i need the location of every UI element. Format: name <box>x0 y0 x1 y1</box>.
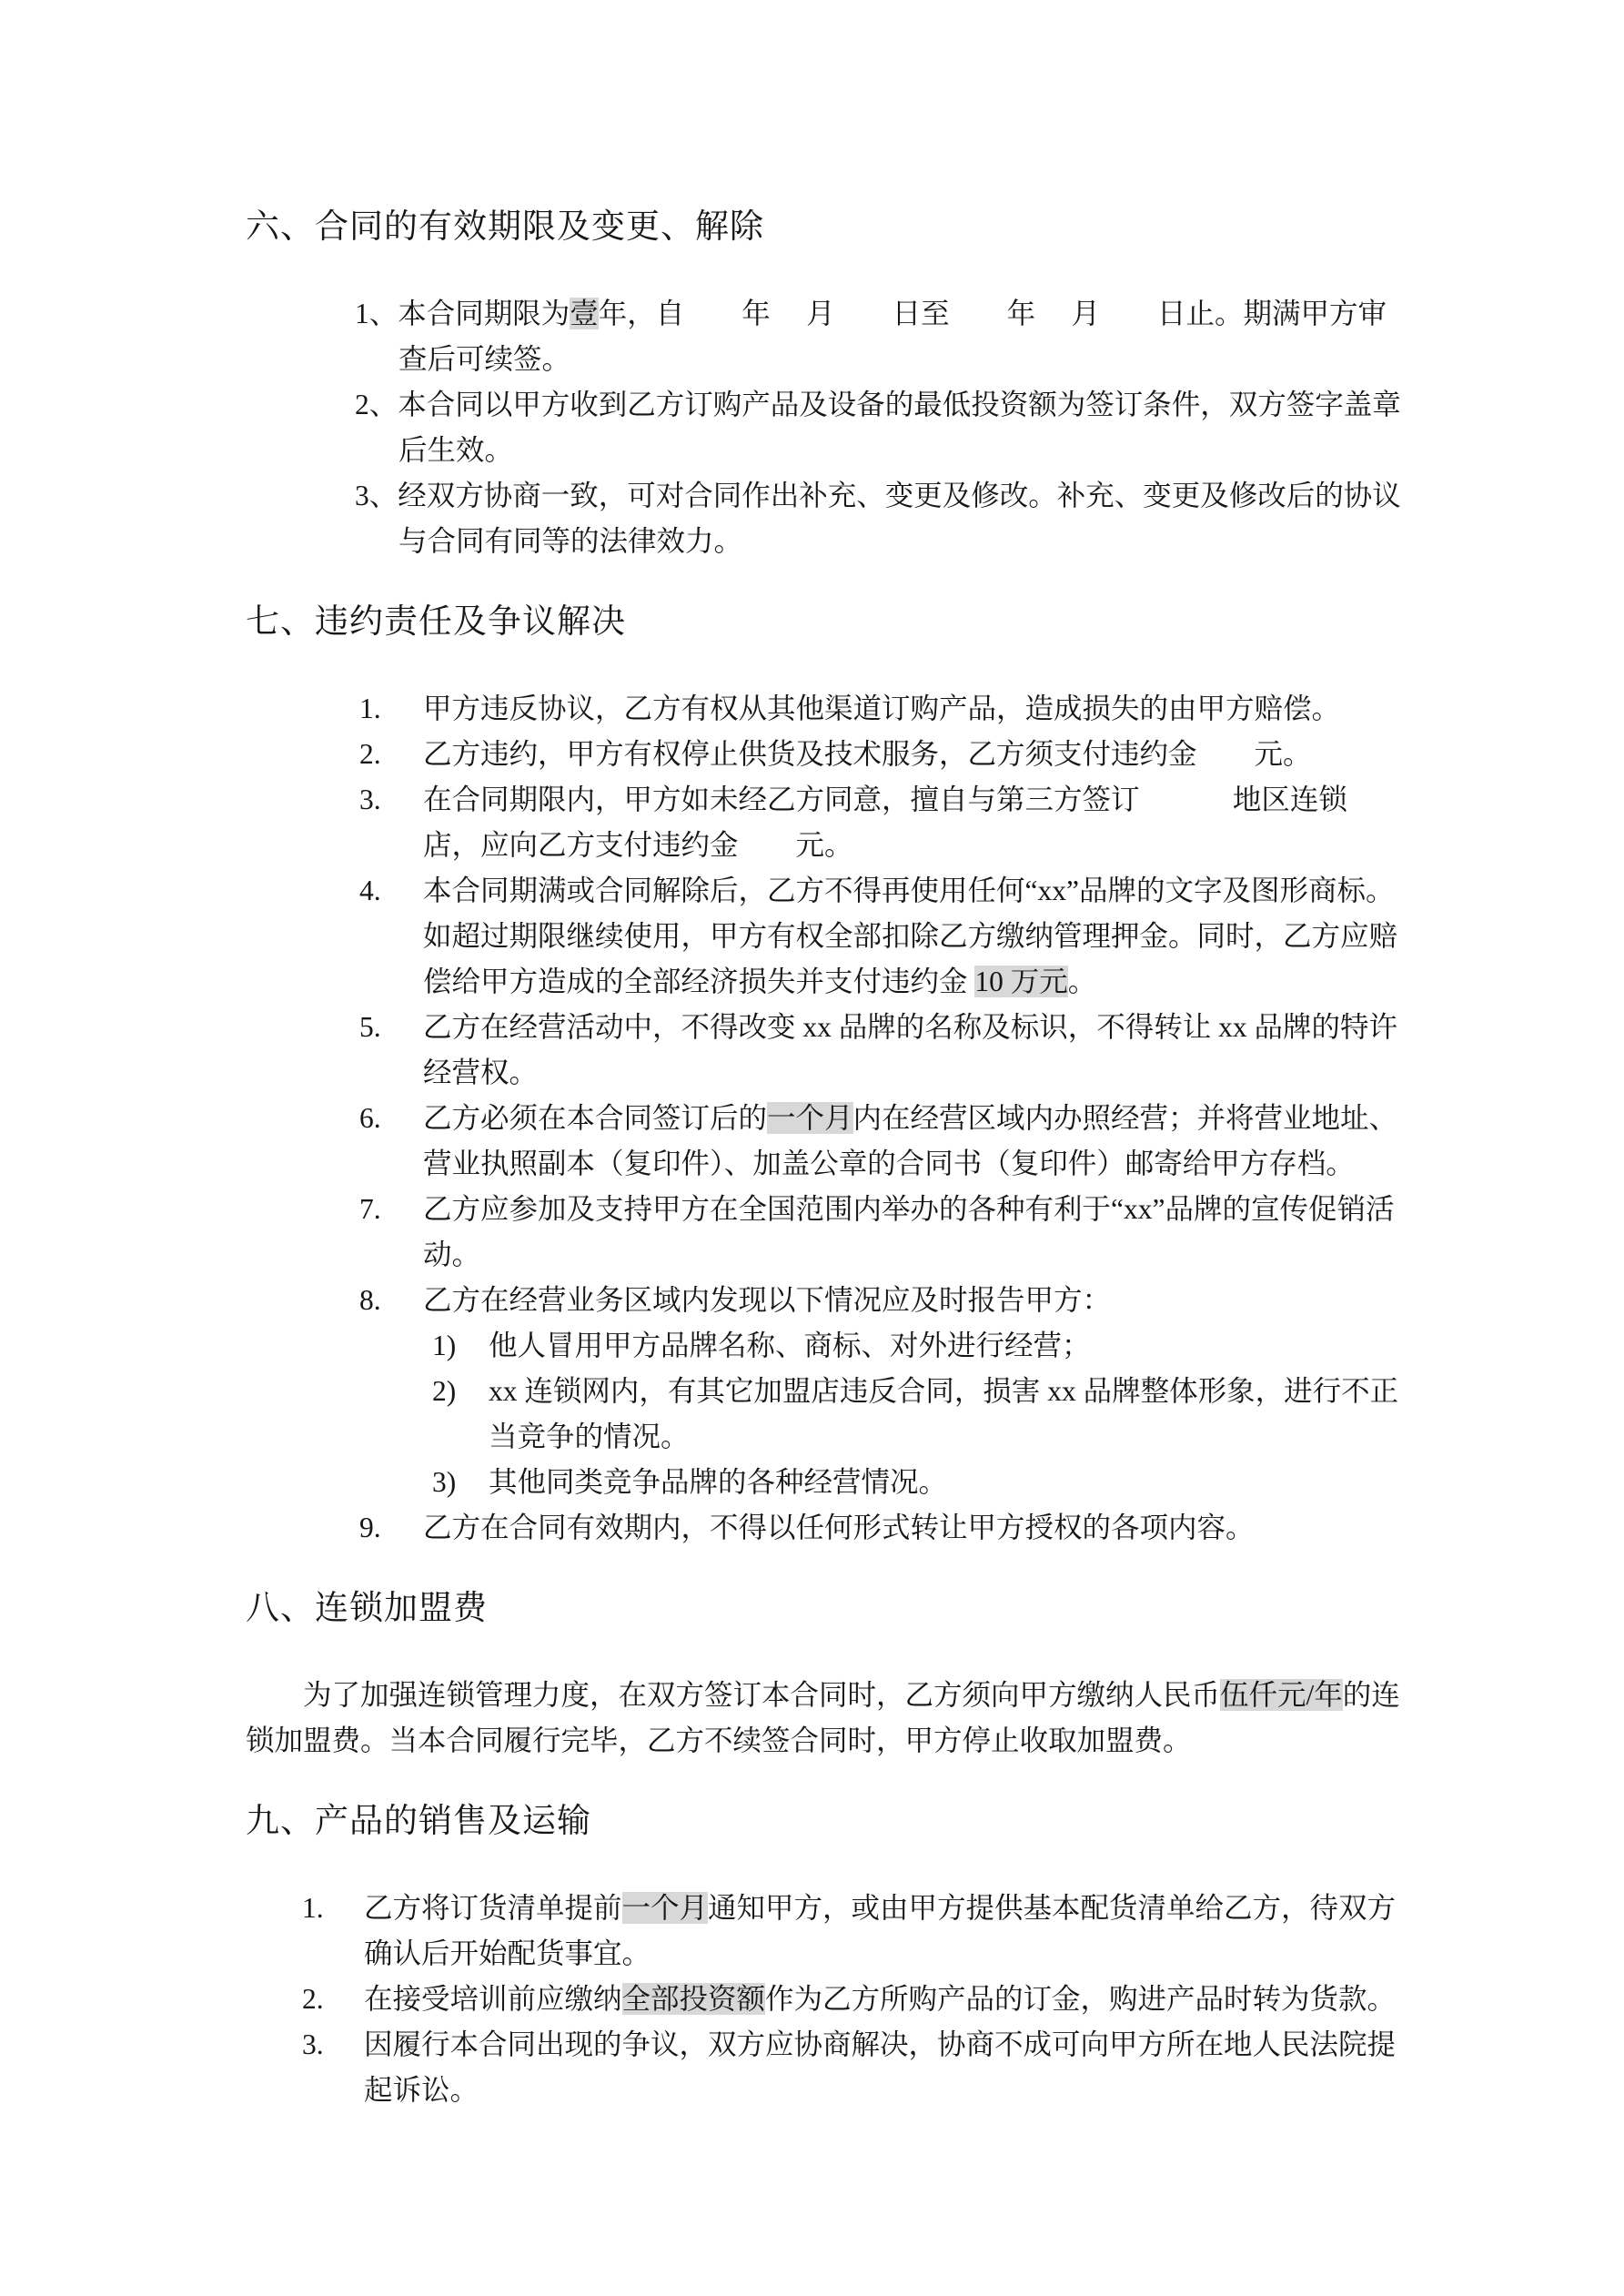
section-heading: 六、合同的有效期限及变更、解除 <box>246 208 764 246</box>
contract-item <box>432 1369 1401 1460</box>
item-text <box>398 298 1387 375</box>
item-text <box>423 1102 1397 1179</box>
contract-item <box>355 473 1401 564</box>
item-number: 3、 <box>355 480 398 511</box>
item-number: 1) <box>432 1330 457 1361</box>
text-run: 经双方协商一致，可对合同作出补充、变更及修改。补充、变更及修改后的协议与合同有同等的法律效力。 <box>398 480 1401 557</box>
text-run: 乙方在合同有效期内，不得以任何形式转让甲方授权的各项内容。 <box>423 1512 1255 1543</box>
item-number: 2. <box>302 1983 324 2015</box>
text-run: 乙方必须在本合同签订后的 <box>423 1102 768 1134</box>
item-text <box>489 1330 1091 1361</box>
contract-item <box>359 1278 1401 1323</box>
contract-item <box>355 291 1401 382</box>
item-text <box>489 1466 947 1498</box>
contract-item <box>302 1977 1401 2022</box>
item-number: 3) <box>432 1466 457 1498</box>
text-run: xx 连锁网内，有其它加盟店违反合同，损害 xx 品牌整体形象，进行不正当竞争的情况。 <box>489 1375 1399 1452</box>
contract-section-8 <box>246 1583 1401 1764</box>
text-run: 他人冒用甲方品牌名称、商标、对外进行经营； <box>489 1330 1091 1361</box>
contract-item <box>432 1323 1401 1369</box>
text-run: 。 <box>1067 966 1097 997</box>
item-text <box>364 1892 1396 1969</box>
section-item-list <box>246 686 1401 1551</box>
item-text <box>398 480 1401 557</box>
contract-item <box>359 1005 1401 1096</box>
contract-item <box>355 382 1401 473</box>
text-run: 作为乙方所购产品的订金，购进产品时转为货款。 <box>765 1983 1397 2015</box>
item-number: 8. <box>359 1284 381 1316</box>
contract-item <box>359 868 1401 1005</box>
item-number: 1、 <box>355 298 398 329</box>
text-run: 甲方违反协议，乙方有权从其他渠道订购产品，造成损失的由甲方赔偿。 <box>423 693 1341 724</box>
item-text <box>489 1375 1398 1452</box>
text-run: 本合同以甲方收到乙方订购产品及设备的最低投资额为签订条件，双方签字盖章后生效。 <box>398 389 1401 466</box>
text-run: 因履行本合同出现的争议，双方应协商解决，协商不成可向甲方所在地人民法院提起诉讼。 <box>364 2028 1397 2106</box>
highlighted-text: 一个月 <box>767 1102 853 1134</box>
highlighted-text: 伍仟元/年 <box>1220 1679 1343 1711</box>
section-heading: 八、连锁加盟费 <box>246 1590 488 1627</box>
item-number: 3. <box>302 2028 324 2060</box>
text-run: 乙方在经营活动中，不得改变 xx 品牌的名称及标识，不得转让 xx 品牌的特许经营权。 <box>423 1011 1398 1088</box>
text-run: 乙方将订货清单提前 <box>364 1892 622 1924</box>
item-text <box>364 1983 1396 2015</box>
item-number: 7. <box>359 1193 381 1225</box>
highlighted-text: 壹 <box>570 298 599 329</box>
section-item-list <box>246 1886 1401 2113</box>
item-number: 2、 <box>355 389 398 420</box>
contract-item <box>302 2022 1401 2113</box>
contract-item <box>432 1460 1401 1505</box>
contract-item <box>359 1187 1401 1278</box>
section-paragraph <box>246 1673 1401 1764</box>
contract-item <box>302 1886 1401 1977</box>
text-run: 乙方违约，甲方有权停止供货及技术服务，乙方须支付违约金 元。 <box>423 738 1312 770</box>
item-number: 6. <box>359 1102 381 1134</box>
item-number: 4. <box>359 875 381 906</box>
text-run: 通知甲方，或由甲方提供基本配货清单给乙方，待双方确认后开始配货事宜。 <box>364 1892 1397 1969</box>
text-run: 本合同期限为 <box>398 298 570 329</box>
contract-item <box>359 732 1401 777</box>
item-text <box>423 1284 1111 1316</box>
contract-item <box>359 1505 1401 1551</box>
text-run: 在合同期限内，甲方如未经乙方同意，擅自与第三方签订 地区连锁店，应向乙方支付违约金 元。 <box>423 784 1347 861</box>
item-number: 9. <box>359 1512 381 1543</box>
item-text <box>423 1193 1394 1270</box>
text-run: 本合同期满或合同解除后，乙方不得再使用任何“xx”品牌的文字及图形商标。如超过期限继续使用，甲方有权全部扣除乙方缴纳管理押金。同时，乙方应赔偿给甲方造成的全部经济损失并支付违约金 <box>423 875 1398 997</box>
section-item-list <box>246 291 1401 564</box>
item-text <box>423 693 1340 724</box>
text-run: 乙方应参加及支持甲方在全国范围内举办的各种有利于“xx”品牌的宣传促销活动。 <box>423 1193 1395 1270</box>
item-number: 1. <box>302 1892 324 1924</box>
item-number: 2) <box>432 1375 457 1407</box>
item-number: 3. <box>359 784 381 815</box>
text-run: 在接受培训前应缴纳 <box>364 1983 622 2015</box>
highlighted-text: 全部投资额 <box>621 1983 766 2015</box>
contract-item <box>359 686 1401 732</box>
item-number: 2. <box>359 738 381 770</box>
contract-item <box>359 777 1401 868</box>
item-text <box>398 389 1401 466</box>
item-text <box>423 1011 1397 1088</box>
item-text <box>423 875 1397 997</box>
contract-section-9 <box>246 1796 1401 2113</box>
text-run: 其他同类竞争品牌的各种经营情况。 <box>489 1466 948 1498</box>
section-heading: 九、产品的销售及运输 <box>246 1803 591 1840</box>
text-run: 为了加强连锁管理力度，在双方签订本合同时，乙方须向甲方缴纳人民币 <box>303 1679 1221 1711</box>
section-heading: 七、违约责任及争议解决 <box>246 603 626 641</box>
contract-section-6 <box>246 202 1401 564</box>
text-run: 的连锁加盟费。当本合同履行完毕，乙方不续签合同时，甲方停止收取加盟费。 <box>246 1679 1400 1756</box>
item-text <box>364 2028 1396 2106</box>
item-text <box>423 784 1347 861</box>
text-run: 年，自 年 月 日至 年 月 日止。期满甲方审查后可续签。 <box>398 298 1387 375</box>
item-number: 5. <box>359 1011 381 1043</box>
contract-section-7 <box>246 597 1401 1551</box>
text-run: 内在经营区域内办照经营；并将营业地址、营业执照副本（复印件）、加盖公章的合同书（复印件）邮寄给甲方存档。 <box>423 1102 1398 1179</box>
highlighted-text: 一个月 <box>621 1892 709 1924</box>
contract-item <box>359 1096 1401 1187</box>
text-run: 乙方在经营业务区域内发现以下情况应及时报告甲方： <box>423 1284 1112 1316</box>
item-text <box>423 738 1312 770</box>
item-number: 1. <box>359 693 381 724</box>
highlighted-text: 10 万元 <box>974 966 1068 997</box>
item-text <box>423 1512 1255 1543</box>
